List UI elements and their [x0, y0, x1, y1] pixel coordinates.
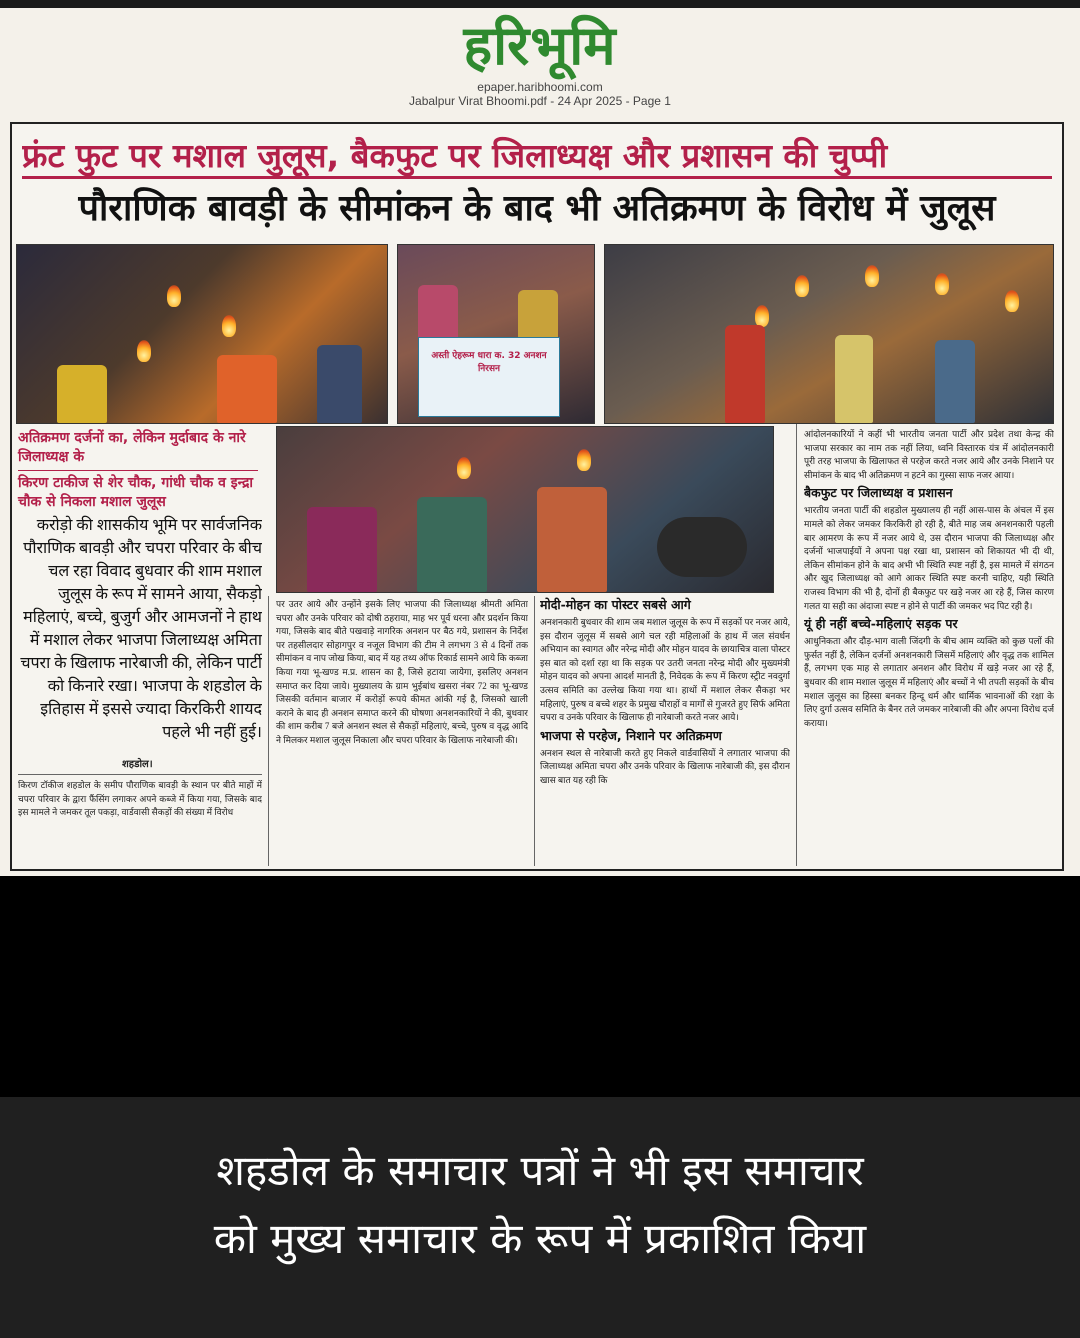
photo-women-with-banner — [397, 244, 595, 424]
photo-torch-procession-2 — [604, 244, 1054, 424]
poster-text: अस्ती ऐहरूम धारा क. 32 अनशन निरसन — [431, 351, 547, 374]
side-heading-2: किरण टाकीज से शेर चौक, गांधी चौक व इन्द्रा चौक से निकला मशाल जुलूस — [18, 475, 254, 510]
column-3 — [540, 594, 790, 866]
headline-top: फ्रंट फुट पर मशाल जुलूस, बैकफुट पर जिलाध्यक्ष और प्रशासन की चुप्पी — [22, 136, 888, 175]
column-4-body-3: आधुनिकता और दौड़-भाग वाली जिंदगी के बीच आम व्यक्ति को कुछ पलों की फुर्सत नहीं है, लेकिन दर्जनों अनशनकारी जिसमें महिलाएं और वृद्ध तक शामिल हैं, लगभग एक माह से लगातार अनशन और विरोध में खड़े नजर आ रहे हैं, बुधवार की शाम मशाल जुलूस में महिलाएं और बच्चों ने भी तपती सड़कों के बीच मशाल जुलूस का हिस्सा बनकर हिन्दू धर्म और धार्मिक भावनाओं की रक्षा के लिए दुर्गा उत्सव समिति के बैनर तले जमकर नारेबाजी की और अपना विरोध दर्ज कराया। — [804, 636, 1054, 728]
byline: शहडोल। — [122, 759, 153, 770]
photo-torch-procession-1 — [16, 244, 388, 424]
poster-banner — [418, 337, 560, 417]
side-heading-divider — [18, 470, 258, 471]
headline-underline — [22, 176, 1052, 179]
top-border — [0, 0, 1080, 8]
column-rule-3 — [796, 424, 797, 866]
column-4-body-2: भारतीय जनता पार्टी की शहडोल मुख्यालय ही नहीं आस-पास के अंचल में इस मामले को लेकर जमकर किरकिरी हो रही है, बीते माह जब अनशनकारी पहली बार आमरण के रूप में नजर आये थे, उस दौरान भाजपा की जिलाध्यक्ष और दर्जनों भाजपाईयों ने अपना पक्ष रखा था, प्रशासन को शिकायत भी दी थी, लेकिन सीमांकन होने के बाद अभी भी स्थिति स्पष्ट नहीं है, इस मामले में संगठन और खुद जिलाध्यक्ष को आगे आकर स्थिति स्पष्ट करनी चाहिए, यही स्थिति राजस्व विभाग की भी है, दोनों ही बैकफुट पर खड़े नजर आ रहे हैं, जिस कारण गलत या सही का अंदाजा स्पष्ट न होने से पार्टी की जमकर भद पिट रही है। — [804, 505, 1054, 611]
caption-text — [20, 1137, 1060, 1273]
column-1-body: किरण टॉकीज शहडोल के समीप पौराणिक बावड़ी के स्थान पर बीते माहों में चपरा परिवार के द्वारा फैंसिंग लगाकर अपने कब्जे में किया गया, जिसके बाद इस मामले ने जमकर तूल पकड़ा, वार्डवासी सैकड़ों की संख्या में विरोध — [18, 780, 262, 818]
column-3-body-2: अनशन स्थल से नारेबाजी करते हुए निकले वार्डवासियों ने लगातार भाजपा की जिलाध्यक्ष अमिता चपरा और उनके परिवार के खिलाफ नारेबाजी की, इस दौरान खास बात यह रही कि — [540, 747, 790, 785]
column-4-body-1: आंदोलनकारियों ने कहीं भी भारतीय जनता पार्टी और प्रदेश तथा केन्द्र की भाजपा सरकार का नाम तक नहीं लिया, ध्वनि विस्तारक यंत्र में आंदोलनकारी पूरी तरह भाजपा के खिलाफत से परहेज करते नजर आये और उनके निशाने पर सीमांकन के बाद भी अतिक्रमण न हटने का गुस्सा साफ नजर आया। — [804, 429, 1054, 480]
subheading-women-children: यूं ही नहीं बच्चे-महिलाएं सड़क पर — [804, 616, 958, 632]
lead-paragraph: करोड़ो की शासकीय भूमि पर सार्वजनिक पौराणिक बावड़ी और चपरा परिवार के बीच चल रहा विवाद बुधवार की शाम मशाल जुलूस के रूप में सामने आया, सैकड़ो महिलाएं, बच्चे, बुजुर्ग और आमजनों ने हाथ में मशाल लेकर भाजपा जिलाध्यक्ष अमिता चपरा के खिलाफ नारेबाजी की, लेकिन पार्टी को किनारे रखा। भाजपा के शहडोल के इतिहास में इससे ज्यादा किरकिरी शायद पहले भी नहीं हुई। — [20, 517, 262, 741]
newspaper-logo: हरिभूमि — [463, 14, 617, 77]
article-frame — [10, 122, 1064, 871]
column-4 — [804, 428, 1054, 866]
column-2-body: पर उतर आये और उन्होंने इसके लिए भाजपा की जिलाध्यक्ष श्रीमती अमिता चपरा और उनके परिवार को दोषी ठहराया, माह भर पूर्व धरना और प्रदर्शन किया गया, जिसके बाद बीते पखवाड़े नागरिक अनशन पर बैठ गये, प्रशासन के निर्देश पर तहसीलदार सोहागपुर व नजूल विभाग की टीम ने लगभग 3 से 4 दिनों तक सीमांकन व नाप जोख किया, बाद में यह तथ्य ऑफ रिकार्ड सामने आये कि कब्जा किया गया भू-खण्ड म.प्र. शासन का है, जिसे हटाया जायेगा, इसलिए अनशन समाप्त कर दिया जाये। मुख्यालय के ग्राम भुईबांध खसरा नंबर 72 का भू-खण्ड जिसकी वर्तमान बाजार में करोड़ों रूपये कीमत आंकी गई है, जिसको खाली कराने के बाद ही अनशन समाप्त करने की घोषणा अनशनकारियों ने की, बुधवार की शाम करीब 7 बजे अनशन स्थल से सैकड़ों महिलाएं, बच्चे, पुरुष व वृद्ध आदि ने मिलकर मशाल जुलूस निकाला और चपरा परिवार के खिलाफ नारेबाजी की। — [276, 599, 528, 745]
epaper-url: epaper.haribhoomi.com — [477, 80, 603, 94]
side-headings — [18, 429, 258, 512]
side-heading-1: अतिक्रमण दर्जनों का, लेकिन मुर्दाबाद के नारे जिलाध्यक्ष के — [18, 430, 246, 465]
caption-line-2: को मुख्य समाचार के रूप में प्रकाशित किया — [213, 1214, 867, 1263]
caption-bar — [0, 1097, 1080, 1338]
masthead — [0, 12, 1080, 108]
lead-divider — [18, 774, 262, 775]
subheading-modi-mohan: मोदी-मोहन का पोस्टर सबसे आगे — [540, 597, 691, 612]
photo-women-holding-torches — [276, 426, 774, 593]
column-3-body-1: अनशनकारी बुधवार की शाम जब मशाल जुलूस के रूप में सड़कों पर नजर आये, इस दौरान जुलूस में सबसे आगे चल रही महिलाओं के हाथ में जल संवर्धन अभियान का स्वागत और नरेन्द्र मोदी और मोहन यादव के छायाचित्र वाला पोस्टर इस बात को दर्शा रहा था कि सड़क पर उतरी जनता नरेन्द्र मोदी और मुख्यमंत्री मोहन यादव को अपना आदर्श मानती है, निवेदक के रूप में किरण स्ट्रीट नवदुर्गा उत्सव समिति का उल्लेख किया गया था। हाथों में मशाल लेकर सैकड़ा भर महिलाएं, पुरुष व बच्चे शहर के प्रमुख चौराहों व मार्गों से गुजरते हुए सिर्फ अमिता चपरा व उनके परिवार के खिलाफ ही नारेबाजी करते नजर आये। — [540, 617, 790, 723]
caption-line-1: शहडोल के समाचार पत्रों ने भी इस समाचार — [216, 1146, 864, 1195]
subheading-bjp-avoidance: भाजपा से परहेज, निशाने पर अतिक्रमण — [540, 727, 722, 743]
subheading-backfoot: बैकफुट पर जिलाध्यक्ष व प्रशासन — [804, 485, 953, 501]
column-rule-1 — [268, 596, 269, 866]
column-rule-2 — [534, 596, 535, 866]
headline-main: पौराणिक बावड़ी के सीमांकन के बाद भी अतिक्रमण के विरोध में जुलूस — [78, 188, 996, 229]
edition-info: Jabalpur Virat Bhoomi.pdf - 24 Apr 2025 - Page 1 — [409, 94, 671, 108]
